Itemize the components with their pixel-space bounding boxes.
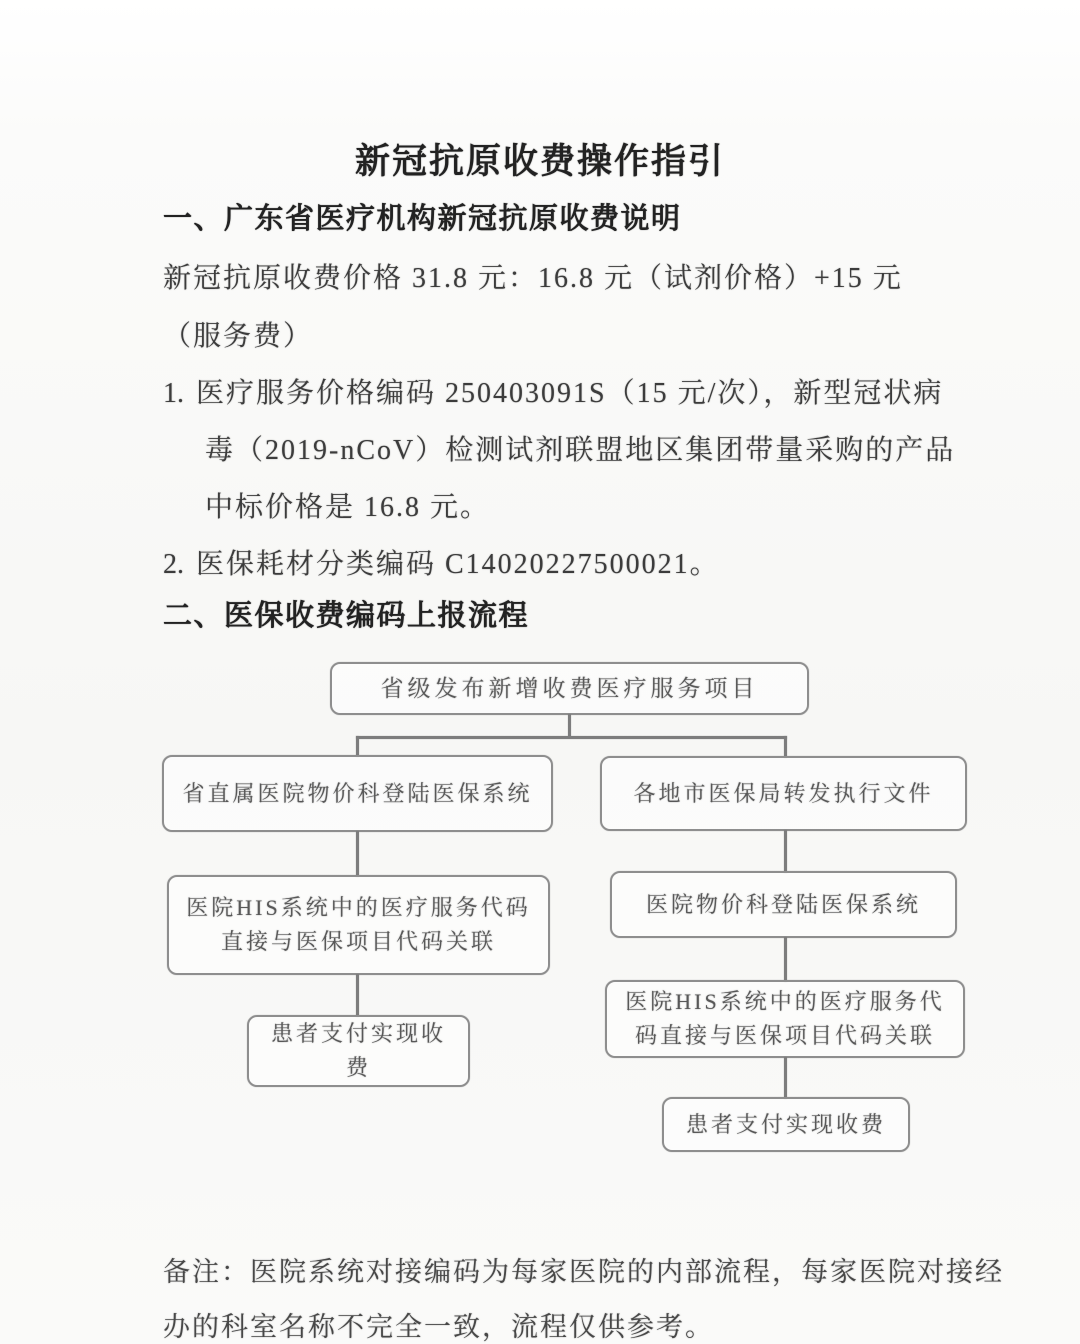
connector-right-2 <box>784 830 787 873</box>
price-line-2: （服务费） <box>163 321 314 352</box>
connector-left-3 <box>356 974 359 1017</box>
connector-top-vertical <box>568 714 571 738</box>
flow-box-left-3: 患者支付实现收费 <box>247 1015 470 1087</box>
connector-left-riser <box>356 736 359 757</box>
list-item-1-number: 1. <box>163 378 184 409</box>
section-2-heading: 二、医保收费编码上报流程 <box>163 600 530 632</box>
note-line-2: 办的科室名称不完全一致，流程仅供参考。 <box>163 1312 714 1342</box>
flow-box-left-1: 省直属医院物价科登陆医保系统 <box>162 755 553 832</box>
flow-box-provincial-release: 省级发布新增收费医疗服务项目 <box>330 662 809 715</box>
flow-box-right-4: 患者支付实现收费 <box>662 1097 910 1152</box>
list-item-2-text: 医保耗材分类编码 C14020227500021。 <box>196 549 720 580</box>
page-title: 新冠抗原收费操作指引 <box>354 142 725 181</box>
connector-right-riser <box>784 736 787 758</box>
note-line-1: 备注：医院系统对接编码为每家医院的内部流程，每家医院对接经 <box>163 1257 1004 1287</box>
connector-right-3 <box>784 937 787 982</box>
section-1-heading: 一、广东省医疗机构新冠抗原收费说明 <box>163 203 682 235</box>
flow-box-right-1: 各地市医保局转发执行文件 <box>600 756 967 831</box>
list-item-1-line-3: 中标价格是 16.8 元。 <box>205 492 491 523</box>
connector-left-2 <box>356 831 359 877</box>
flow-box-right-2: 医院物价科登陆医保系统 <box>610 871 957 938</box>
list-item-1-line-2: 毒（2019-nCoV）检测试剂联盟地区集团带量采购的产品 <box>205 435 956 466</box>
list-item-2-line-1 <box>163 542 720 582</box>
list-item-1-text: 医疗服务价格编码 250403091S（15 元/次），新型冠状病 <box>196 378 944 409</box>
list-item-2-number: 2. <box>163 549 184 580</box>
connector-right-4 <box>784 1057 787 1099</box>
flow-box-right-3: 医院HIS系统中的医疗服务代码直接与医保项目代码关联 <box>605 980 965 1058</box>
flow-box-left-2: 医院HIS系统中的医疗服务代码直接与医保项目代码关联 <box>167 875 550 975</box>
list-item-1-line-1 <box>163 371 943 411</box>
price-line-1: 新冠抗原收费价格 31.8 元：16.8 元（试剂价格）+15 元 <box>163 263 903 294</box>
connector-branch-horizontal <box>356 736 787 739</box>
